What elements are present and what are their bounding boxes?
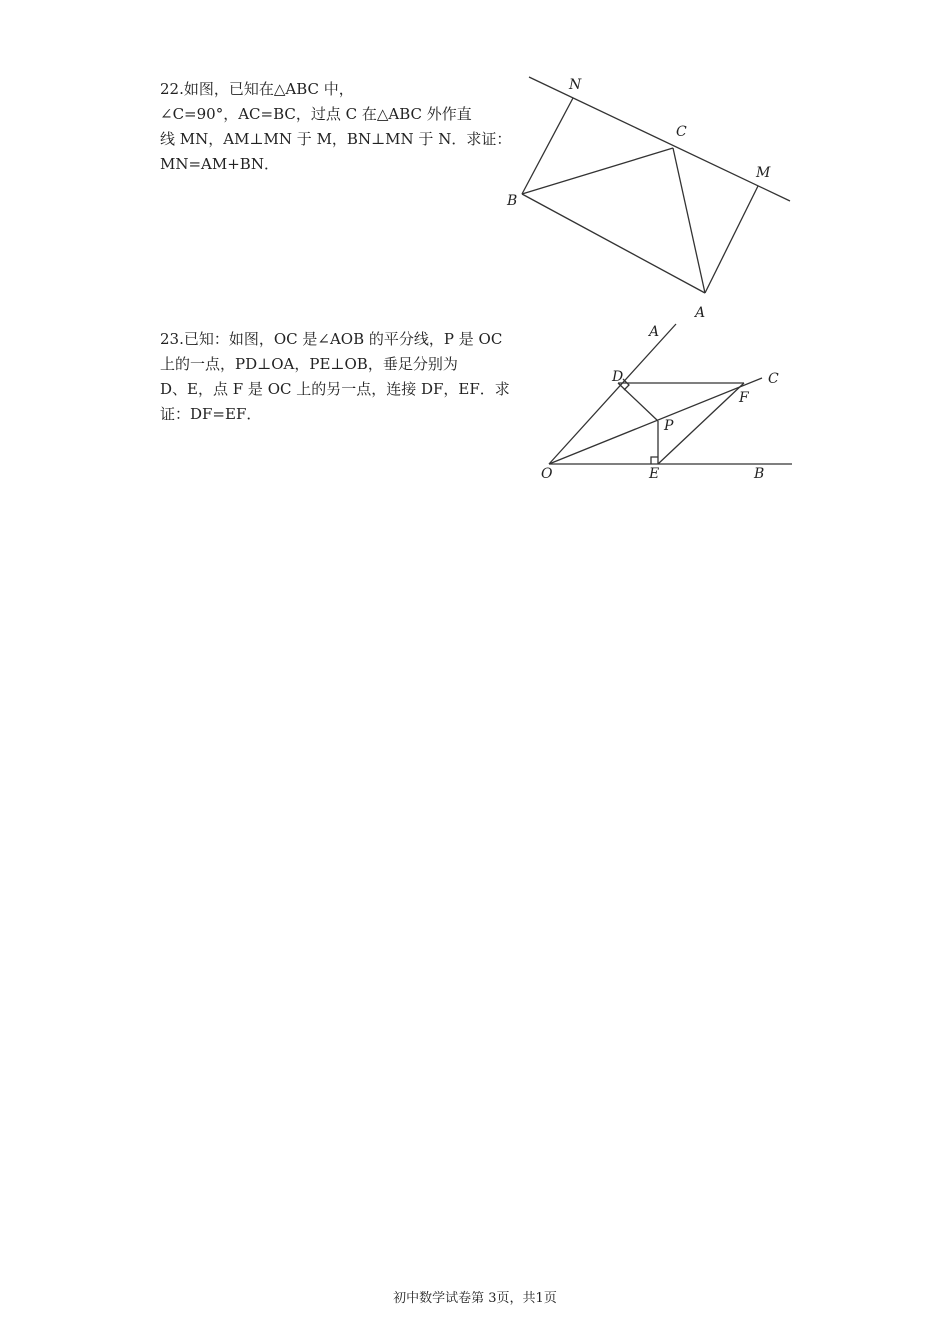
label-c: C: [676, 124, 687, 140]
problem-23-line-2: 上的一点，PD⊥OA，PE⊥OB，垂足分别为: [160, 355, 458, 373]
ray-oa: [549, 324, 676, 464]
segment-bn: [522, 98, 573, 194]
segment-bc: [522, 148, 673, 194]
label-o: O: [541, 466, 553, 482]
line-mn: [529, 77, 790, 201]
label-n: N: [569, 77, 582, 93]
label-a: A: [649, 324, 660, 340]
label-p: P: [664, 418, 674, 434]
ray-oc: [549, 378, 762, 464]
label-d: D: [612, 369, 624, 385]
problem-23-diagram: [530, 318, 795, 488]
label-e: E: [649, 466, 660, 482]
label-m: M: [756, 165, 771, 181]
problem-22-line-2: ∠C=90°，AC=BC，过点 C 在△ABC 外作直: [160, 105, 472, 123]
right-angle-mark-e: [651, 457, 658, 464]
problem-22-text: [160, 77, 520, 177]
label-f: F: [739, 390, 749, 406]
problem-23-line-4: 证：DF=EF．: [160, 405, 262, 423]
segment-am: [705, 186, 758, 293]
label-b: B: [754, 466, 765, 482]
segment-ca: [673, 148, 705, 293]
problem-22-line-4: MN=AM+BN．: [160, 155, 279, 173]
problem-22-line-3: 线 MN，AM⊥MN 于 M，BN⊥MN 于 N．求证：: [160, 130, 512, 148]
problem-22-line-1: 22.如图，已知在△ABC 中，: [160, 80, 354, 98]
label-a: A: [695, 305, 706, 321]
label-b: B: [507, 193, 518, 209]
problem-23-line-1: 23.已知：如图，OC 是∠AOB 的平分线，P 是 OC: [160, 330, 503, 348]
page-footer: 初中数学试卷第 3页，共1页: [393, 1291, 557, 1306]
problem-23-text: [160, 327, 540, 427]
problem-22-figure: [500, 70, 800, 325]
problem-23-figure: [530, 318, 795, 488]
label-c: C: [768, 371, 779, 387]
segment-pd: [618, 383, 658, 421]
problem-22-diagram: [500, 70, 800, 325]
segment-ba: [522, 194, 705, 293]
problem-23-line-3: D、E，点 F 是 OC 上的另一点，连接 DF，EF．求: [160, 380, 510, 398]
